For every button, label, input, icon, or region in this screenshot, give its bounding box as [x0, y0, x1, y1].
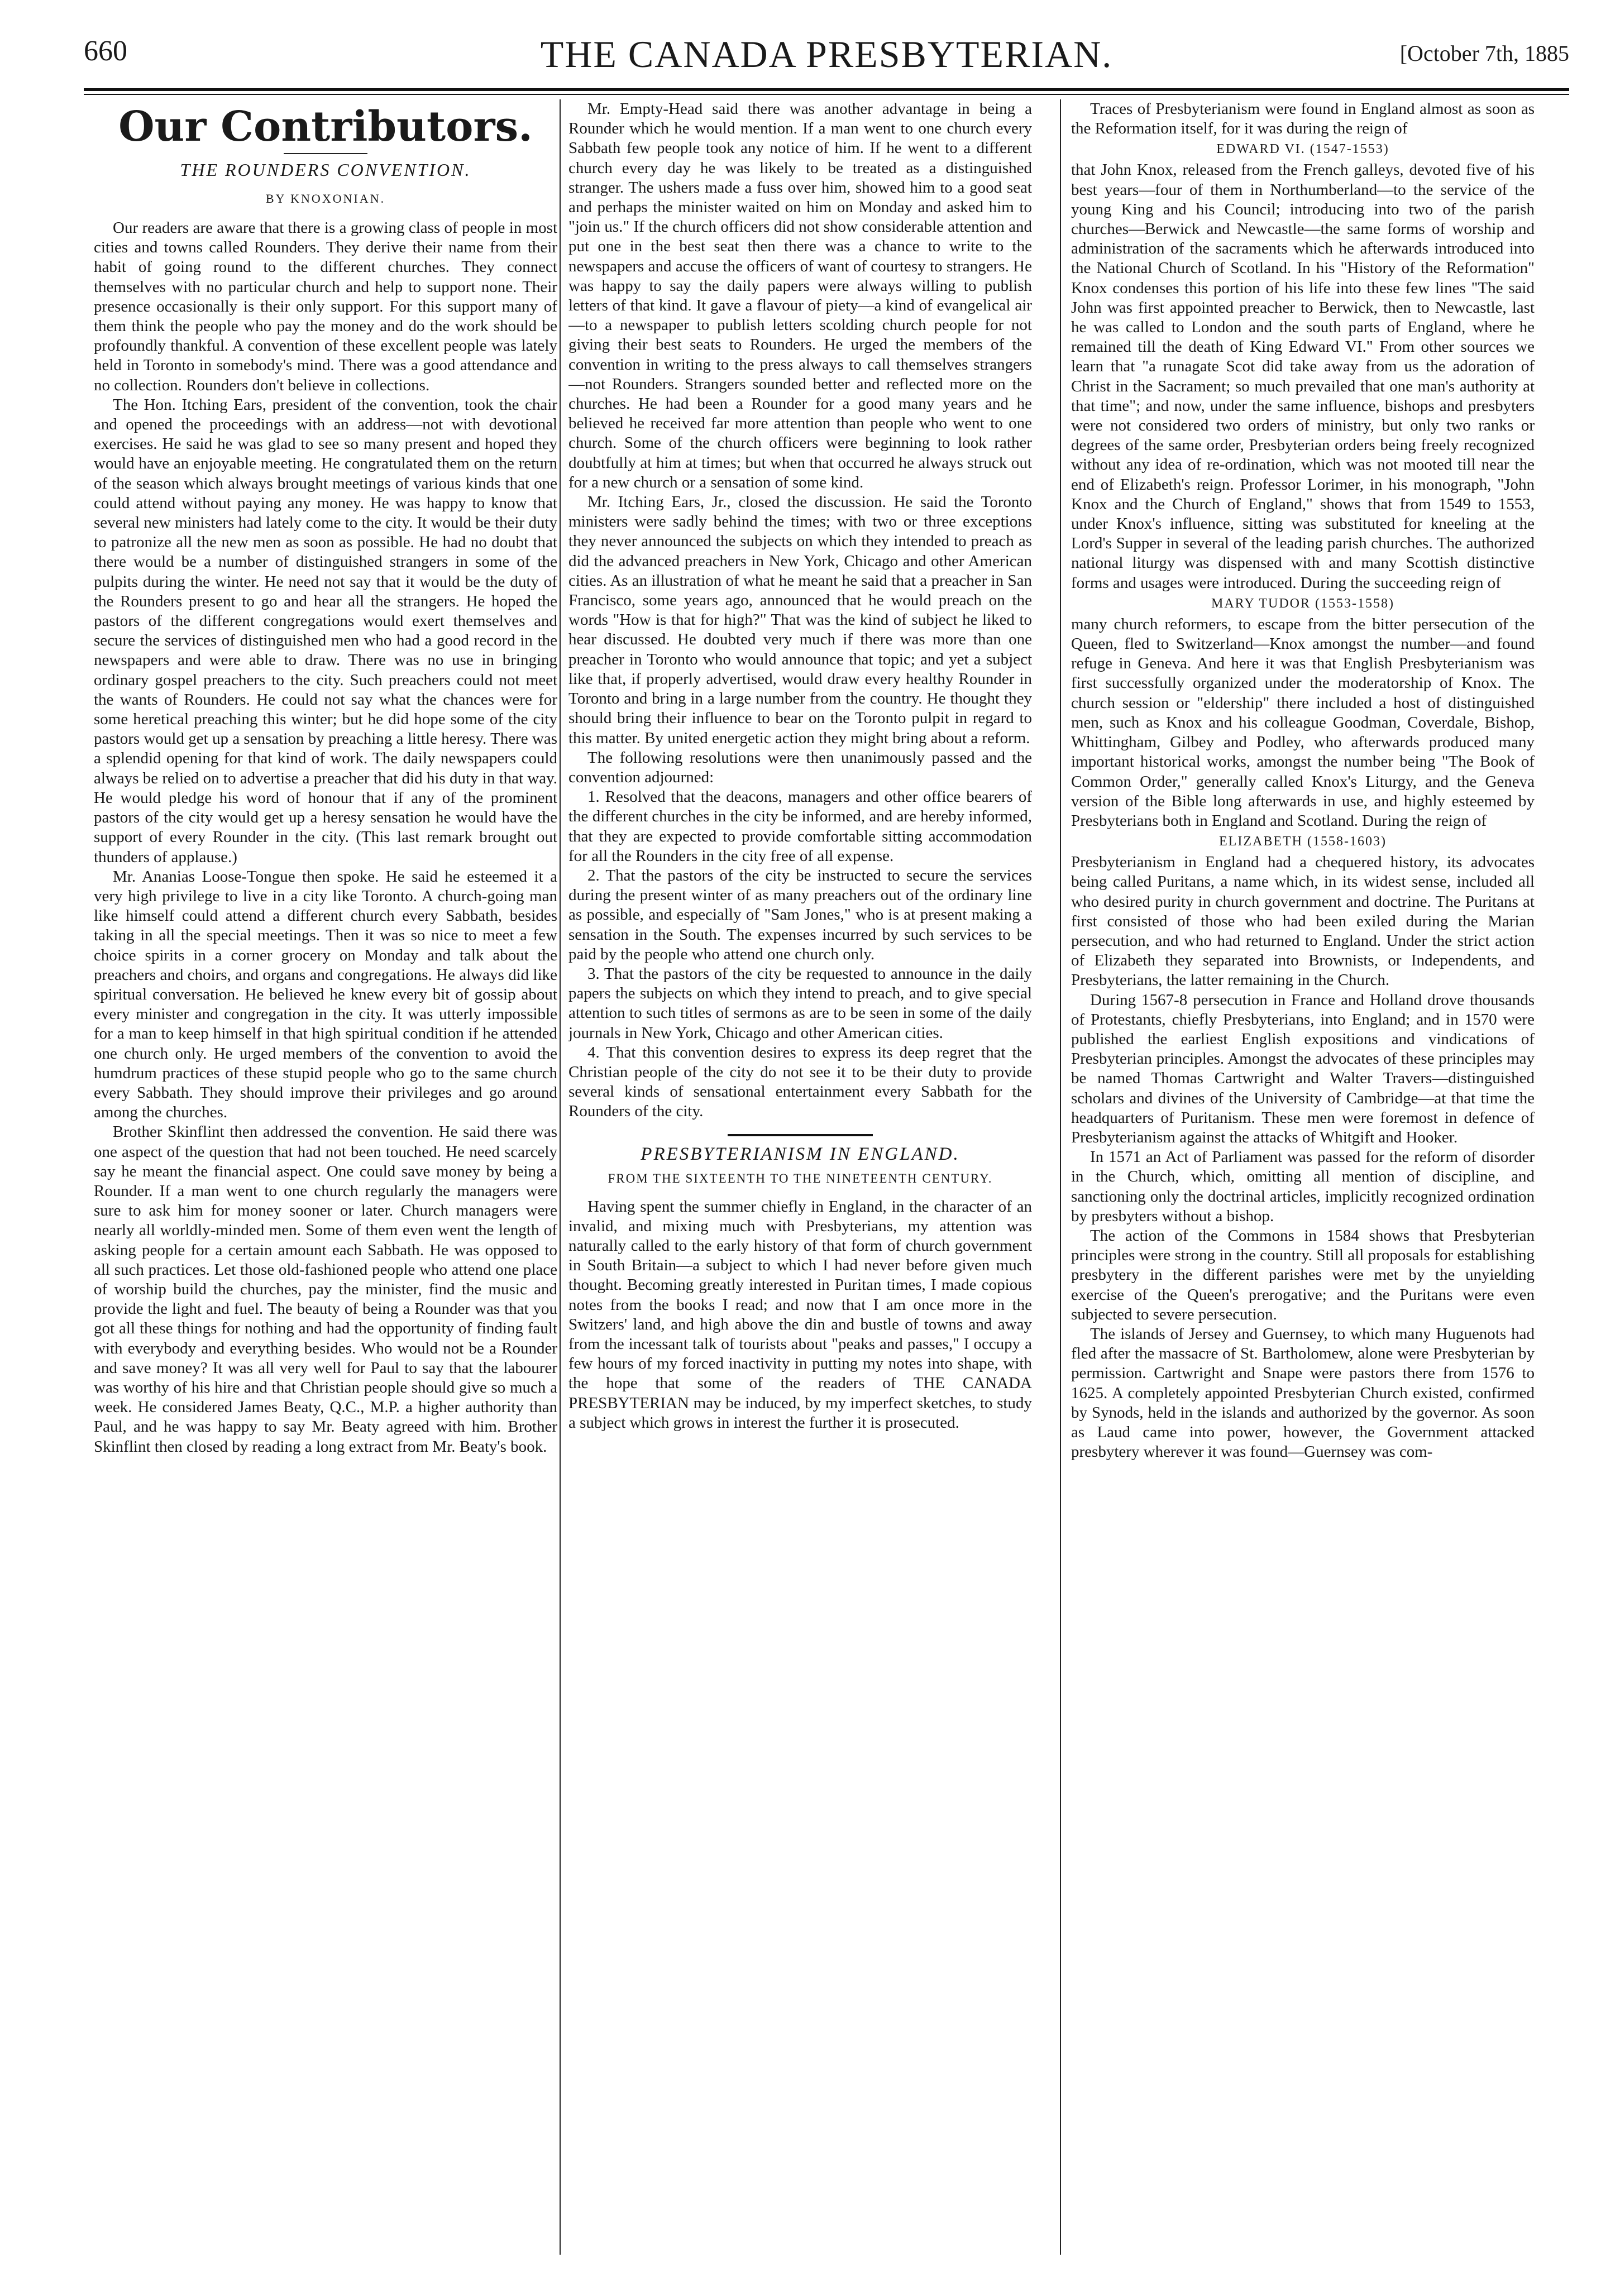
reign-heading: EDWARD VI. (1547-1553) [1216, 142, 1389, 157]
paragraph: Our readers are aware that there is a growing class of people in most cities and towns called Rounders. They derive their name from their habit of going round to the different churches. They connect themselves with no particular church and help to support none. Their presence occasionally is their only support. For this support many of them think the people who pay the money and do the work should be profoundly thankful. A convention of these excellent people was lately held in Toronto in somebody's mind. There was a good attendance and no collection. Rounders don't believe in collections. [94, 219, 557, 394]
article-divider [728, 1134, 873, 1136]
column-2 [568, 99, 1032, 2266]
issue-date: [October 7th, 1885 [1399, 41, 1569, 66]
resolution: 3. That the pastors of the city be requested to announce in the daily papers the subjects on which they intend to preach, and to give special attention to such titles of sermons as are to be seen in some of the daily journals in New York, Chicago and other American cities. [568, 964, 1032, 1042]
paragraph: Traces of Presbyterianism were found in England almost as soon as the Reformation itself, for it was during the reign of [1071, 100, 1535, 138]
resolution: 4. That this convention desires to express its deep regret that the Christian people of the city do not see it to be their duty to provide several kinds of sensational entertainment every Sabbath for the Rounders of the city. [568, 1043, 1032, 1121]
article-subtitle: FROM THE SIXTEENTH TO THE NINETEENTH CENTURY. [608, 1171, 993, 1185]
paragraph: Having spent the summer chiefly in England, in the character of an invalid, and mixing much with Presbyterians, my attention was naturally called to the early history of that form of church government in South Britain—a subject to which I had never before given much thought. Becoming greatly interested in Puritan times, I made copious notes from the books I read; and now that I am once more in the Switzers' land, and high above the din and bustle of towns and away from the incessant talk of tourists about "peaks and passes," I occupy a few hours of my forced inactivity in putting my notes into shape, with the hope that some of the readers of THE CANADA PRESBYTERIAN may be induced, by my imperfect sketches, to study a subject which grows in interest the further it is prosecuted. [568, 1197, 1032, 1432]
paragraph: The following resolutions were then unanimously passed and the convention adjourned: [568, 748, 1032, 786]
resolution: 2. That the pastors of the city be instructed to secure the services during the present winter of as many preachers out of the ordinary line as possible, and especially of "Sam Jones," who is at present making a sensation in the South. The expenses incurred by such services to be paid by the people who attend one church only. [568, 866, 1032, 963]
byline: BY KNOXONIAN. [265, 192, 386, 205]
paragraph: The action of the Commons in 1584 shows that Presbyterian principles were strong in the country. Still all proposals for establishing presbytery in the different parishes were met by the unyielding exercise of the Queen's prerogative; and the Puritans were even subjected to severe persecution. [1071, 1226, 1535, 1323]
reign-heading: ELIZABETH (1558-1603) [1219, 834, 1387, 849]
reign-heading: MARY TUDOR (1553-1558) [1211, 596, 1394, 611]
article-title: PRESBYTERIANISM IN ENGLAND. [641, 1144, 960, 1164]
paragraph: Brother Skinflint then addressed the convention. He said there was one aspect of the question that had not been touched. He need scarcely say he meant the financial aspect. One could save money by being a Rounder. If a man went to one church regularly the managers were sure to ask him for money sooner or later. Church managers were nearly all worldly-minded men. Some of them even went the length of asking people for a certain amount each Sabbath. He was opposed to all such practices. Let those old-fashioned people who attend one place of worship build the churches, pay the minister, find the music and provide the light and fuel. The beauty of being a Rounder was that you got all these things for nothing and had the opportunity of finding fault with everybody and everything besides. Who would not be a Rounder and save money? It was all very well for Paul to say that the labourer was worthy of his hire and that Christian people should give so much a week. He considered James Beaty, Q.C., M.P. a higher authority than Paul, and he was happy to say Mr. Beaty agreed with him. Brother Skinflint then closed by reading a long extract from Mr. Beaty's book. [94, 1123, 557, 1456]
paragraph: During 1567-8 persecution in France and Holland drove thousands of Protestants, chiefly Presbyterians, into England; and in 1570 were published the earliest English expositions and vindications of Presbyterian principles. Amongst the advocates of these principles may be named Thomas Cartwright and Walter Travers—distinguished scholars and divines of the University of Cambridge—at that time the headquarters of Puritanism. These men were foremost in defence of Presbyterianism against the attacks of Whitgift and Hooker. [1071, 991, 1535, 1146]
paragraph: Presbyterianism in England had a chequered history, its advocates being called Puritans, a name which, in its widest sense, included all who desired purity in church government and doctrine. The Puritans at first consisted of those who had been exiled during the Marian persecution, and who had returned to England. Under the strict action of Elizabeth they separated into Brownists, or Independents, and Presbyterians, the latter remaining in the Church. [1071, 853, 1535, 989]
paragraph: Mr. Itching Ears, Jr., closed the discussion. He said the Toronto ministers were sadly behind the times; with two or three exceptions they never announced the subjects on which they intended to preach as did the advanced preachers in New York, Chicago and other American cities. As an illustration of what he meant he said that a preacher in San Francisco, some years ago, announced that he would preach on the words "How is that for high?" That was the kind of subject he liked to hear discussed. He doubted very much if there was more than one preacher in Toronto who would announce that topic; and yet a subject like that, if properly advertised, would draw every healthy Rounder in Toronto and bring in a large number from the country. He thought they should bring their influence to bear on the Toronto pulpit in regard to this matter. By united energetic action they might bring about a reform. [568, 493, 1032, 747]
masthead-rule [84, 88, 1569, 91]
paragraph: many church reformers, to escape from the bitter persecution of the Queen, fled to Switzerland—Knox amongst the number—and found refuge in Geneva. And here it was that English Presbyterianism was first successfully organized under the moderatorship of Knox. The church session or "eldership" there included a host of distinguished men, such as Knox and his colleague Goodman, Coverdale, Bishop, Whittingham, Gilbey and Podley, who afterwards produced many important historical works, amongst the number being "The Book of Common Order," generally called Knox's Liturgy, and the Geneva version of the Bible long afterwards in use, and highly esteemed by Presbyterians both in England and Scotland. During the reign of [1071, 615, 1535, 830]
paragraph: Mr. Empty-Head said there was another advantage in being a Rounder which he would mention. If a man went to one church every Sabbath few people took any notice of him. If he went to a different church every day he was likely to be treated as a distinguished stranger. The ushers made a fuss over him, showed him to a good seat and perhaps the minister waited on him on Monday and asked him to "join us." If the church officers did not show considerable attention and put one in the best seat then there was a chance to write to the newspapers and accuse the officers of want of courtesy to strangers. He was happy to say the daily papers were always willing to publish letters of that kind. It gave a flavour of piety—a kind of evangelical air—to a newspaper to publish letters scolding church people for not giving their best seats to Rounders. He urged the members of the convention in writing to the press always to call themselves strangers—not Rounders. Strangers sounded better and reflected more on the churches. He had been a Rounder for a good many years and he believed he received far more attention than people who went to one church. Some of the church officers were beginning to look rather doubtfully at him at times; but when that occurred he always struck out for a new church or a sensation of some kind. [568, 100, 1032, 491]
paragraph: In 1571 an Act of Parliament was passed for the reform of disorder in the Church, which, omitting all mention of discipline, and sanctioning only the doctrinal articles, implicitly recognized ordination by presbyters without a bishop. [1071, 1148, 1535, 1225]
page-number: 660 [84, 35, 127, 67]
article-title: THE ROUNDERS CONVENTION. [180, 160, 471, 180]
column-1 [94, 99, 557, 2266]
column-divider [1060, 99, 1061, 2255]
masthead-rule-thin [84, 94, 1569, 95]
masthead [84, 32, 1569, 77]
section-heading: Our Contributors. [118, 103, 533, 151]
resolution: 1. Resolved that the deacons, managers and other office bearers of the different churches in the city be informed, and are hereby informed, that they are expected to provide comfortable sitting accommodation for all the Rounders in the city free of all expense. [568, 788, 1032, 865]
heading-rule [284, 153, 367, 154]
paragraph: that John Knox, released from the French galleys, devoted five of his best years—four of them in Northumberland—to the service of the young King and his Council; introducing into two of the parish churches—Berwick and Newcastle—the same forms of worship and administration of the sacraments which he afterwards introduced into the National Church of Scotland. In his "History of the Reformation" Knox condenses this portion of his life into these few lines "The said John was first appointed preacher to Berwick, then to Newcastle, last he was called to London and the south parts of England, where he remained till the death of King Edward VI." From other sources we learn that "a runagate Scot did take away from us the adoration of Christ in the Sacrament; so much prevailed that one man's authority at that time"; and now, under the same influence, bishops and presbyters were not considered two orders of ministry, but only two ranks or degrees of the same order, Presbyterian orders being freely recognized without any idea of re-ordination, which was not mooted till near the end of Elizabeth's reign. Professor Lorimer, in his monograph, "John Knox and the Church of England," shows that from 1549 to 1553, under Knox's influence, sitting was substituted for kneeling at the Lord's Supper in several of the leading parish churches. The authorized national liturgy was dispensed with and many Scottish distinctive forms and usages were introduced. During the succeeding reign of [1071, 161, 1535, 592]
newspaper-title: THE CANADA PRESBYTERIAN. [540, 33, 1113, 75]
column-3 [1071, 99, 1535, 2266]
column-divider [560, 99, 561, 2255]
paragraph: The islands of Jersey and Guernsey, to which many Huguenots had fled after the massacre of St. Bartholomew, alone were Presbyterian by permission. Cartwright and Snape were pastors there from 1576 to 1625. A completely appointed Presbyterian Church existed, confirmed by Synods, held in the islands and authorized by the governor. As soon as Laud came into power, however, the Government attacked presbytery wherever it was found—Guernsey was com- [1071, 1324, 1535, 1461]
paragraph: The Hon. Itching Ears, president of the convention, took the chair and opened the proceedings with an address—not with devotional exercises. He said he was glad to see so many present and hoped they would have an enjoyable meeting. He congratulated them on the return of the season which always brought meetings of various kinds that one could attend without paying any money. He was happy to know that several new ministers had lately come to the city. It would be their duty to patronize all the new men as soon as possible. He had no doubt that there would be a number of distinguished strangers in some of the pulpits during the winter. He need not say that it would be the duty of the Rounders present to go and hear all the strangers. He hoped the pastors of the different congregations would exert themselves and secure the services of distinguished men who had a good record in the newspapers and were able to draw. There was no use in bringing ordinary gospel preachers to the city. Such preachers could not meet the wants of Rounders. He could not say what the chances were for some heretical preaching this winter; but he did hope some of the city pastors would get up a sensation by preaching a little heresy. There was a splendid opening for that kind of work. The daily newspapers could always be relied on to advertise a preacher that did his duty in that way. He would pledge his word of honour that if any of the prominent pastors of the city would get up a heresy sensation he would have the support of every Rounder in the city. (This last remark brought out thunders of applause.) [94, 395, 557, 866]
paragraph: Mr. Ananias Loose-Tongue then spoke. He said he esteemed it a very high privilege to live in a city like Toronto. A church-going man like himself could attend a different church every Sabbath, besides taking in all the special meetings. Then it was so nice to meet a few choice spirits in a corner grocery on Monday and talk about the preachers and choirs, and organs and congregations. He always did like spiritual conversation. He believed he knew every bit of gossip about every minister and congregation in the city. It was utterly impossible for a man to keep himself in that high spiritual condition if he attended one church only. He urged members of the convention to avoid the humdrum practices of these stupid people who go to the same church every Sabbath. They should improve their privileges and go around among the churches. [94, 867, 557, 1122]
